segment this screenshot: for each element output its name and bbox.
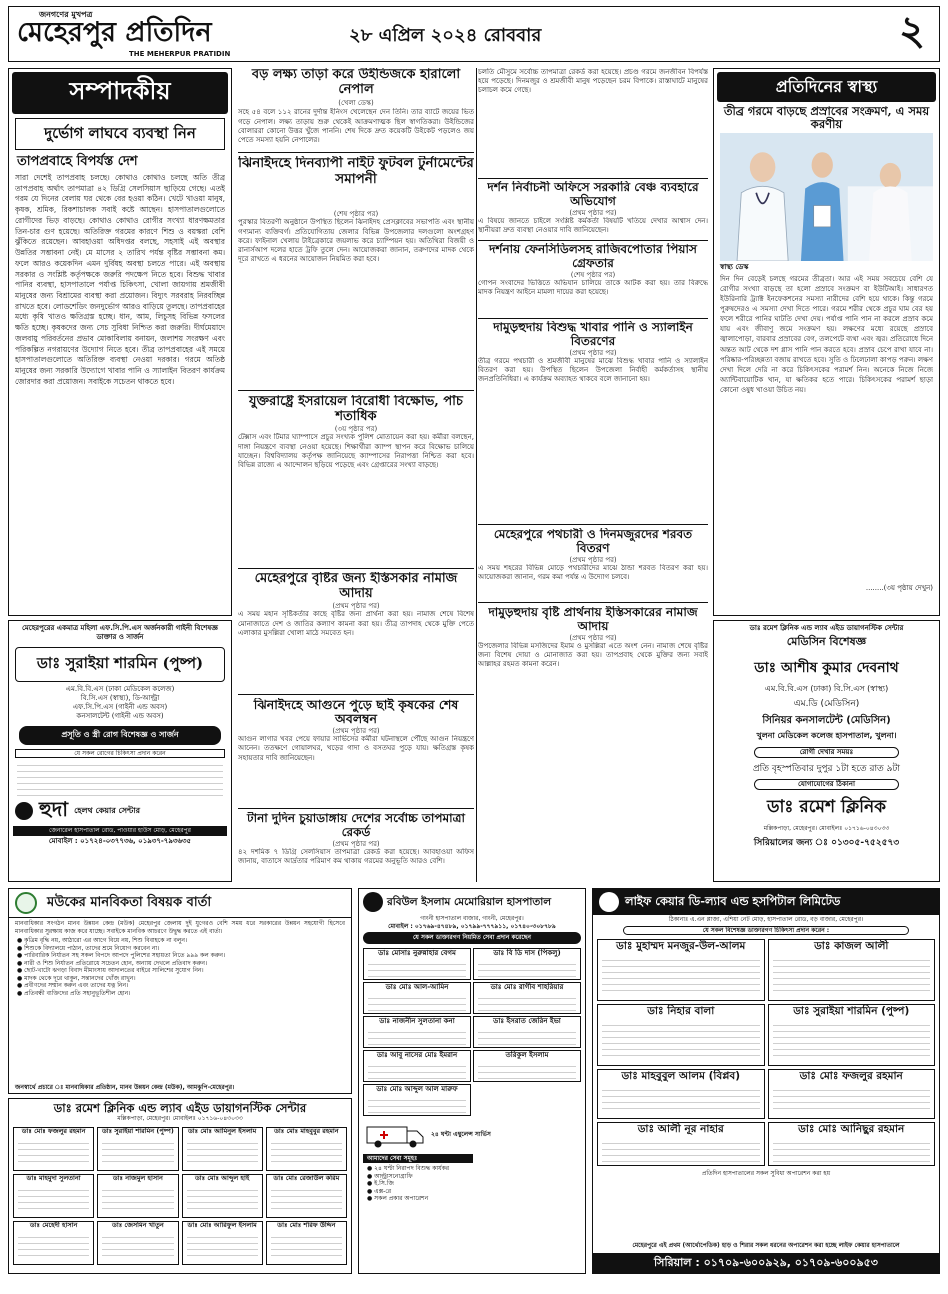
list-item: ● ই.সি.জি (367, 1180, 394, 1187)
article-damur-prayer-headline: দামুড়হুদায় বৃষ্টি প্রার্থনায় ইস্তিসকারের নামাজ আদায় (488, 606, 698, 633)
article-usa-byline: (৩য় পৃষ্ঠার পর) (334, 424, 378, 433)
article-rain-prayer-body: এ সময় মহান সৃষ্টিকর্তার কাছে বৃষ্টির জন্য প্রার্থনা করা হয়। নামাজ শেষে বিশেষ মোনাজাতে দেশ ও জাতির কল্যাণ কামনা করা হয়। তীব্র তাপদাহ থেকে মুক্তি পেতে এলাকার মুসল্লিরা খোলা মাঠে সমবেত হন। (238, 610, 474, 637)
doctor-card (182, 1174, 263, 1218)
list-item: ● কৃত্রিম বৃদ্ধি নয়, আঠারো এর আগে বিয়ে নয়, শিশু বিবাহকে না বলুন। (17, 937, 188, 944)
ad-lifecare-banner: যে সকল বিশেষজ্ঞ ডাক্তারগণ চিকিৎসা প্রদান করেন : (623, 926, 909, 936)
ad-debnath-dept: মেডিসিন বিশেষজ্ঞ (786, 635, 867, 649)
ad-pushpa-services: যে সকল রোগের চিকিৎসা প্রদান করেন (15, 749, 225, 759)
doctor-details (271, 1185, 342, 1210)
doctor-card (266, 1221, 347, 1265)
list-item: ● প্রতিবন্ধী ব্যক্তিদের প্রতি সহানুভূতিশীল হোন। (17, 989, 131, 997)
doctor-details (602, 955, 760, 991)
ad-debnath-name: ডাঃ আশীষ কুমার দেবনাথ (754, 660, 899, 677)
health-column (713, 68, 940, 616)
article-tournament-body: পুরস্কার বিতরণী অনুষ্ঠানে উপস্থিত ছিলেন ঝিনাইদহ প্রেসক্লাবের সভাপতি এবং স্থানীয় গণ্যমান্য ব্যক্তিবর্গ। প্রতিযোগিতায় জেলার বিভিন্ন উপজেলার দলগুলো অংশগ্রহণ করে। ফাইনাল খেলায় টাইব্রেকারে জয়লাভ করে চ্যাম্পিয়ন হয়। অতিথিরা বিজয়ী ও রানার্সআপ দলের হাতে ট্রফি তুলে দেন। আয়োজকরা জানান, তরুণদের মাদক থেকে দূরে রাখতে এ ধরনের আয়োজন নিয়মিত করা হবে। (238, 218, 474, 264)
article-rain-prayer-byline: (প্রথম পৃষ্ঠার পর) (332, 601, 380, 610)
divider (478, 318, 708, 319)
ad-pushpa-degree-3: এফ.সি.পি.এস (গাইনী এন্ড অবস) (72, 703, 168, 712)
ad-debnath-degree-2: এম.ডি (মেডিসিন) (793, 699, 860, 710)
doctor-card (363, 1084, 471, 1116)
article-water-byline: (প্রথম পৃষ্ঠার পর) (569, 348, 617, 357)
article-tournament (238, 156, 474, 386)
doctor-details (478, 1027, 576, 1045)
doctor-name: ডাঃ মোঃ ফজলুর রহমান (799, 1070, 903, 1082)
article-arrest-body: গোপন সংবাদের ভিত্তিতে অভিযান চালিয়ে তাকে আটক করা হয়। তার বিরুদ্ধে মাদক নিয়ন্ত্রণ আইনে মামলা দায়ের করা হয়েছে। (478, 278, 708, 297)
doctor-card (13, 1174, 94, 1218)
doctor-details (187, 1138, 258, 1163)
column-divider (476, 68, 477, 882)
article-usa-body: টেক্সাস এবং টিমার ঘ্যাম্পাসে প্রচুর সংখ্যক পুলিশ মোতায়েন করা হয়। কর্মীরা বলছেন, দাঙ্গা নিয়ন্ত্রণে ব্যবস্থা নেওয়া হয়েছে। শিক্ষার্থীরা ক্যাম্প স্থাপন করে বিক্ষোভ চালিয়ে যাচ্ছেন। বিশ্ববিদ্যালয় কর্তৃপক্ষ জানিয়েছে ক্যাম্পাসের নিরাপত্তা নিশ্চিত করা হবে। বিভিন্ন রাজ্যে এ আন্দোলন ছড়িয়ে পড়েছে এবং গ্রেপ্তারের সংখ্যা বাড়ছে। (238, 433, 474, 469)
doctor-details (187, 1232, 258, 1257)
ad-pushpa-name: ডাঃ সুরাইয়া শারমিন (পুষ্প) (36, 654, 204, 673)
article-heat-body: চলতি মৌসুমে সর্বোচ্চ তাপমাত্রা রেকর্ড করা হয়েছে। প্রচণ্ড গরমে জনজীবন বিপর্যস্ত হয়ে পড়েছে। দিনমজুর ও শ্রমজীবী মানুষ পড়েছেন চরম বিপাকে। রাস্তাঘাটে মানুষের চলাচল কমে গেছে। (478, 68, 708, 95)
ad-lifecare-address: ঠিকানাঃ এ.এন প্লাজা, এশিয়া নেট মোড়, হাসপাতাল রোড, বড় বাজার, মেহেরপুর। (668, 916, 864, 923)
ad-mouk-intro: মানবাধিকার সংগঠন মানব উন্নয়ন কেন্দ্র (মউক) মেহেরপুর জেলায় দুই যুগেরও বেশি সময় ধরে সরকারের উন্নয়ন সহযোগী হিসেবে মানবাধিকার সুরক্ষায় কাজ করে যাচ্ছে। সবাইকে মানবিক আচরণে উদ্বুদ্ধ করতে এই বার্তা। (15, 920, 345, 935)
ad-debnath-serial: সিরিয়ালের জন্য ঃ ০১৩০৫-৭৫২৫৭৩ (753, 837, 900, 848)
article-sharbat-byline: (প্রথম পৃষ্ঠার পর) (569, 555, 617, 564)
article-farmer-byline: (প্রথম পৃষ্ঠার পর) (332, 726, 380, 735)
doctor-card (768, 1069, 936, 1119)
doctor-details (368, 1095, 466, 1113)
ad-rabiul-banner: যে সকল ডাক্তারগণ নিয়মিত সেবা প্রদান করেছেন (363, 932, 581, 944)
ad-debnath-clinic: ডাঃ রমেশ ক্লিনিক (766, 797, 887, 818)
article-farmer (238, 698, 474, 806)
doctor-card (97, 1221, 178, 1265)
doctor-card (768, 1122, 936, 1166)
doctor-details (478, 993, 576, 1011)
health-photo (720, 133, 933, 261)
ad-pushpa-degree-4: কনসালটেন্ট (গাইনী এন্ড অবস) (76, 712, 164, 721)
ad-rabiul-services-title: আমাদের সেবা সমূহঃ (363, 1154, 473, 1164)
ad-ramesh-grid-doctors (9, 1123, 351, 1269)
doctor-name: ডাঃ মোঃ রাগীব শাহরিয়ার (490, 982, 564, 991)
doctor-details (602, 1085, 760, 1114)
list-item: ● মাদক থেকে দূরে থাকুন, সন্তানদের খোঁজ রাখুন। (17, 974, 136, 982)
article-usa-headline: যুক্তরাষ্ট্রে ইসরায়েল বিরোধী বিক্ষোভ, পাঁচ শতাধিক (249, 395, 463, 424)
doctor-details (18, 1232, 89, 1257)
doctor-card (182, 1221, 263, 1265)
article-nepal (238, 68, 474, 148)
ad-mouk-title: মউকের মানবিকতা বিষয়ক বার্তা (47, 894, 212, 910)
article-tonta-headline: টানা দুদিন চুয়াডাঙ্গায় দেশের সর্বোচ্চ তাপমাত্রা রেকর্ড (247, 812, 465, 839)
doctor-card (363, 1050, 471, 1082)
ad-lifecare-header (593, 889, 939, 915)
editorial-headline-box (15, 118, 225, 150)
doctor-details (773, 1085, 931, 1114)
article-tournament-headline: ঝিনাইদহে দিনব্যাপী নাইট ফুটবল টুর্নামেন্টের সমাপনী (238, 156, 474, 187)
ad-lifecare-title: লাইফ কেয়ার ডি-ল্যাব এন্ড হসপিটাল লিমিটেড (625, 893, 841, 908)
newspaper-english-title: THE MEHERPUR PRATIDIN (129, 50, 231, 58)
doctor-details (478, 1061, 576, 1079)
doctor-card (13, 1221, 94, 1265)
ad-lifecare-serial: সিরিয়াল : ০১৭০৯-৬০০৯২৯, ০১৭০৯-৬০০৯৫৩ (593, 1253, 939, 1273)
ad-ramesh-grid-title: ডাঃ রমেশ ক্লিনিক এন্ড ল্যাব এইড ডায়াগনস্টিক সেন্টার (53, 1101, 307, 1115)
rabiul-logo-icon (363, 892, 383, 912)
doctor-card (597, 1004, 765, 1066)
ad-rabiul-ambulance: ২৪ ঘন্টা এম্বুলেন্স সার্ভিস (431, 1130, 491, 1138)
article-heat-continued (478, 68, 708, 176)
doctor-details (18, 1185, 89, 1210)
article-sharbat-body: এ সময় শহরের বিভিন্ন মোড়ে পথচারীদের মাঝে ঠান্ডা শরবত বিতরণ করা হয়। আয়োজকরা জানান, গরম কমা পর্যন্ত এ উদ্যোগ চলবে। (478, 563, 708, 582)
ad-pushpa-phone: মোবাইল : ০১৭২৪-০৩৭৭৩৬, ০১৯৩৭-৭৯৩৬৩৫ (48, 836, 192, 845)
article-arrest (478, 243, 708, 315)
doctor-name: ডাঃ সুরাইয়া শারমিন (পুষ্প) (101, 1126, 174, 1135)
doctor-name: ডাঃ মেহেদী হাসান (29, 1220, 78, 1229)
ad-ramesh-grid (8, 1098, 352, 1274)
doctor-details (368, 1061, 466, 1079)
page-number: ২ (898, 7, 925, 54)
ad-debnath-address: মল্লিকপাড়া, মেহেরপুর। মোবাইলঃ ০১৭১৬-০৪৩০৩৩ (763, 825, 890, 833)
ad-rabiul-phone: মোবাইল : ০১৭৬৯-৪৭৪৮৯, ০১৭৯৯-৭৭৭৯১১, ০১৭৪০-৩০৮৭৮৯ (388, 922, 556, 930)
list-item: ● এক্স-রে (367, 1187, 392, 1195)
ad-pushpa-degree-2: বি.সি.এস (স্বাস্থ্য), ডি-আল্ট্রা (80, 694, 160, 703)
doctor-card (363, 982, 471, 1014)
list-item: ● ছোট-খাটো ঝগড়া বিবাদ মীমাংসায় আদালতের বাইরে সালিশের সুযোগ নিন। (17, 967, 204, 974)
divider (238, 568, 474, 569)
article-water (478, 321, 708, 521)
article-damur-prayer-body: উপজেলার বিভিন্ন মসজিদের ইমাম ও মুসল্লিরা এতে অংশ নেন। নামাজ শেষে বৃষ্টির জন্য বিশেষ দোয়া ও মোনাজাত করা হয়। তাপপ্রবাহ থেকে মুক্তির জন্য সবাই আল্লাহর রহমত কামনা করেন। (478, 641, 708, 669)
divider (238, 152, 474, 153)
ad-pushpa-brand-bar (15, 798, 225, 824)
ad-lifecare-footer: মেহেরপুরে এই প্রথম (আর্থোপেডিক) হাড় ও শিরার সকল ধরনের অপারেশন করা হচ্ছে লাইফ কেয়ার হাসপাতালে (632, 1241, 900, 1249)
doctor-card (97, 1127, 178, 1171)
doctor-name: ডাঃ মোঃ আনিছুর রহমান (798, 1123, 905, 1135)
editorial-section-banner (12, 72, 228, 114)
ad-rabiul (358, 888, 586, 1274)
ad-pushpa (8, 620, 232, 882)
doctor-name: ডাঃ জেসমিন খাতুন (112, 1220, 164, 1229)
doctor-details (773, 1138, 931, 1163)
doctor-name: ডাঃ মোঃ মাহবুবুর রহমান (274, 1126, 339, 1135)
doctor-name: ডাঃ আলী নূর নাহার (637, 1123, 724, 1135)
article-nepal-headline: বড় লক্ষ্য তাড়া করে উইন্ডিজকে হারালো নেপাল (251, 68, 461, 97)
list-item: ● সকল প্রকার অপারেশন (367, 1195, 429, 1202)
doctor-card (266, 1127, 347, 1171)
doctor-name: ডাঃ কাজল আলী (814, 940, 889, 952)
doctor-details (102, 1138, 173, 1163)
doctor-card (13, 1127, 94, 1171)
doctor-card (473, 982, 581, 1014)
doctor-details (102, 1232, 173, 1257)
article-sharbat-headline: মেহেরপুরে পথচারী ও দিনমজুরদের শরবত বিতরণ (493, 528, 693, 555)
doctor-name: ডাঃ মোঃ আব্দুল হাই (195, 1173, 250, 1182)
divider (478, 524, 708, 525)
issue-date: ২৮ এপ্রিল ২০২৪ রোববার (349, 25, 542, 46)
doctor-card (363, 948, 471, 980)
health-section-banner (717, 72, 936, 102)
editorial-section-title: সম্পাদকীয় (69, 76, 171, 105)
doctor-illustration-icon (720, 133, 933, 261)
list-item: ● আল্ট্রাসনোগ্রাফি (367, 1172, 413, 1180)
ad-ramesh-grid-sub: মল্লিকপাড়া, মেহেরপুর। মোবাইলঃ ০১৭১৬-০৪৩০৩৩ (117, 1115, 243, 1123)
health-source: স্বাস্থ্য ডেস্ক (720, 263, 749, 272)
article-usa (238, 395, 474, 565)
doctor-details (102, 1185, 173, 1210)
doctor-name: ডাঃ মাহমুদা সুলতানা (26, 1173, 81, 1182)
article-tonta-body: ৪২ দশমিক ৭ ডিগ্রি সেলসিয়াস তাপমাত্রা রেকর্ড করা হয়েছে। আবহাওয়া অফিস জানায়, বাতাসে আর্দ্রতার পরিমাণ কম থাকায় গরমের অনুভূতি আরও বেশি। (238, 847, 474, 866)
doctor-details (368, 1027, 466, 1045)
ad-mouk-header (9, 889, 351, 918)
ad-rabiul-ambulance-row (359, 1118, 585, 1152)
article-complaint-byline: (প্রথম পৃষ্ঠার পর) (569, 208, 617, 217)
ad-debnath-top: ডাঃ রমেশ ক্লিনিক এন্ড ল্যাব এইড ডায়াগনস্টিক সেন্টার (749, 624, 904, 632)
doctor-card (363, 1016, 471, 1048)
newspaper-title: মেহেরপুর প্রতিদিন (17, 17, 212, 48)
article-nepal-body: সহে ৫৪ বলে ১১২ রানের দুর্দান্ত ইনিংস খেলেছেন দেন তিনি। তার ব্যাটে জয়ের ভিত গড়ে নেপাল। লক্ষ্য তাড়ায় শুরু থেকেই আক্রমণাত্মক ছিল স্বাগতিকরা। উইন্ডিজের বোলাররা কোনো উত্তর খুঁজে পাননি। শেষ দিকে দ্রুত কয়েকটি উইকেট পড়লেও জয় পেতে সমস্যা হয়নি নেপালের। (238, 108, 474, 144)
ad-debnath-time: প্রতি বৃহস্পতিবার দুপুর ১টা হতে রাত ৯টা (752, 764, 901, 775)
ad-pushpa-name-box (15, 647, 225, 682)
article-complaint-body: এ বিষয়ে জানতে চাইলে সংশ্লিষ্ট কর্মকর্তা বিষয়টি খতিয়ে দেখার আশ্বাস দেন। স্থানীয়রা দ্রুত ব্যবস্থা নেওয়ার দাবি জানিয়েছেন। (478, 216, 708, 235)
doctor-details (773, 955, 931, 991)
article-rain-prayer (238, 572, 474, 690)
doctor-card (768, 1004, 936, 1066)
doctor-name: ডাঃ মোসাঃ নুরুন্নাহার বেগম (378, 948, 456, 957)
ambulance-icon (365, 1121, 425, 1149)
doctor-name: ডাঃ মাহবুবুল আলম (বিপ্লব) (621, 1070, 741, 1082)
doctor-name: ডাঃ মোঃ আরিফুল ইসলাম (187, 1220, 257, 1229)
ad-rabiul-header (359, 889, 585, 915)
doctor-card (473, 1016, 581, 1048)
ad-pushpa-service-list (17, 760, 223, 796)
doctor-name: ডাঃ মোঃ শরিফ উদ্দিন (277, 1220, 336, 1229)
divider (478, 602, 708, 603)
doctor-name: ডাঃ মোঃ ফজলুর রহমান (21, 1126, 86, 1135)
article-nepal-byline: (খেলা ডেস্ক) (338, 98, 374, 107)
health-section-title: প্রতিদিনের স্বাস্থ্য (775, 76, 878, 96)
health-headline: তীব্র গরমে বাড়ছে প্রস্রাবের সংক্রমণ, এ সময় করণীয় (723, 104, 930, 132)
ad-debnath-degree-1: এম.বি.বি.এস (ঢাকা) বি.সি.এস (স্বাস্থ্য) (764, 684, 889, 694)
doctor-details (368, 993, 466, 1011)
ad-debnath-time-label: রোগী দেখার সময়ঃ (754, 747, 899, 758)
doctor-name: ডাঃ মোঃ আব্দুল আল মারুফ (376, 1084, 458, 1093)
article-water-body: তীব্র গরমে পথচারী ও শ্রমজীবী মানুষের মাঝে বিশুদ্ধ খাবার পানি ও স্যালাইন বিতরণ করা হয়। উপস্থিত ছিলেন উপজেলা নির্বাহী কর্মকর্তাসহ স্থানীয় জনপ্রতিনিধিরা। এ কার্যক্রম অব্যাহত থাকবে বলে জানানো হয়। (478, 356, 708, 384)
ad-lifecare-doctors (593, 936, 939, 1169)
doctor-details (271, 1138, 342, 1163)
doctor-name: ডাঃ বি ডি দাস (পিকলু) (493, 948, 561, 957)
list-item: ● নারী ও শিশু নির্যাতন প্রতিরোধে সচেতন হোন, অন্যায় দেখলে প্রতিবাদ করুন। (17, 959, 208, 967)
ad-pushpa-brand-sub: হেলথ কেয়ার সেন্টার (74, 805, 141, 815)
health-continued: ........(৩য় পৃষ্ঠায় দেখুন) (865, 583, 933, 592)
article-arrest-byline: (শেষ পৃষ্ঠার পর) (570, 270, 616, 279)
ad-mouk-footer: জনস্বার্থে প্রচারে ঃ মানবাধিকার প্রতিষ্ঠান, মানব উন্নয়ন কেন্দ্র (মউক), আমঝুপি-মেহেরপুর। (15, 1083, 235, 1091)
huda-logo-icon (15, 802, 33, 820)
list-item: ● প্রবীণদের সম্মান করুন এবং তাদের যত্ন নিন। (17, 982, 129, 989)
ad-pushpa-address: জেনারেল হাসপাতাল রোড, পাওয়ার হাউস মোড়, মেহেরপুর (13, 826, 227, 836)
doctor-details (602, 1138, 760, 1163)
doctor-name: ডাঃ ইসরাত জেরিন ইভা (493, 1016, 561, 1025)
health-body: দিন দিন বেড়েই চলছে গরমের তীব্রতা। আর এই সময় সবচেয়ে বেশি যে রোগীর সংখ্যা বাড়ছে তা হলো প্রস্রাবে সংক্রমণ বা ইউটিআই। সাধারণত ইউরিনারি ট্র্যাক্ট ইনফেকশনের সমস্যা নারীদের বেশি হয়ে থাকে। কিন্তু গরমে পুরুষদেরও এ সমস্যা দেখা দিতে পারে। গরমে শরীর থেকে প্রচুর ঘাম বের হয় ফলে শরীরে পানির ঘাটতি দেখা দেয়। পর্যাপ্ত পানি পান না করলে প্রস্রাব কমে যায় এবং জীবাণু জমে সংক্রমণ হয়। লক্ষণের মধ্যে রয়েছে প্রস্রাবে জ্বালাপোড়া, বারবার প্রস্রাবের বেগ, তলপেটে ব্যথা এবং জ্বর। প্রতিরোধে দিনে অন্তত আট থেকে দশ গ্লাস পানি পান করতে হবে। প্রস্রাব চেপে রাখা যাবে না। পরিষ্কার-পরিচ্ছন্নতা বজায় রাখতে হবে। সুতি ও ঢিলেঢালা কাপড় পরুন। লক্ষণ দেখা দিলে দেরি না করে চিকিৎসকের পরামর্শ নিন। অনেকে নিজে নিজে অ্যান্টিবায়োটিক খান, যা ক্ষতিকর হতে পারে। চিকিৎসকের পরামর্শ ছাড়া কোনো ওষুধ খাওয়া উচিত নয়। (720, 274, 933, 395)
ad-rabiul-title: রবিউল ইসলাম মেমোরিয়াল হাসপাতাল (387, 895, 552, 908)
ad-pushpa-degree-1: এম.বি.বি.এস (ঢাকা মেডিকেল কলেজ) (65, 685, 175, 694)
article-farmer-headline: ঝিনাইদহে আগুনে পুড়ে ছাই কৃষকের শেষ অবলম্বন (253, 698, 459, 727)
article-damur-prayer (478, 606, 708, 882)
masthead-tagline: জনগণের মুখপত্র (39, 10, 93, 19)
doctor-name: ডাঃ নাজনীন সুলতানা কনা (379, 1016, 455, 1025)
ad-mouk-list (9, 937, 351, 997)
mouk-logo-icon (15, 892, 37, 914)
editorial-column (8, 68, 232, 616)
doctor-details (478, 959, 576, 977)
doctor-card (473, 948, 581, 980)
article-sharbat (478, 528, 708, 600)
editorial-headline: দুর্ভোগ লাঘবে ব্যবস্থা নিন (44, 124, 196, 143)
divider (478, 178, 708, 179)
ad-mouk (8, 888, 352, 1094)
doctor-name: ডাঃ আবু নাসের মোঃ ইমরান (376, 1050, 458, 1059)
divider (478, 240, 708, 241)
article-complaint-headline: দর্শন নির্বাচনী অফিসে সরকারি বেঞ্চ ব্যবহারে অভিযোগ (487, 181, 699, 208)
ad-lifecare-note: প্রতিদিন হাসপাতালের সকল সুবিধা অপারেশন করা হয় (701, 1170, 831, 1177)
article-farmer-body: আগুন লাগার খবর পেয়ে ফায়ার সার্ভিসের কর্মীরা ঘটনাস্থলে পৌঁছে আগুন নিয়ন্ত্রণে আনেন। ততক্ষণে গোয়ালঘর, খড়ের গাদা ও বসতঘর পুড়ে যায়। ক্ষতিগ্রস্ত কৃষক সহায়তার দাবি জানিয়েছেন। (238, 735, 474, 762)
lifecare-logo-icon (599, 892, 619, 912)
doctor-name: ডাঃ মোঃ আল-আমিন (385, 982, 449, 991)
doctor-card (597, 1069, 765, 1119)
doctor-name: ডাঃ সুরাইয়া শারমিন (পুষ্প) (793, 1005, 910, 1017)
article-arrest-headline: দর্শনায় ফেনসিডিলসহ রাজিবপোতার পিয়াস গ্রেফতার (489, 243, 697, 270)
ad-pushpa-brand: হুদা (39, 796, 69, 821)
ad-debnath-degree-4: খুলনা মেডিকেল কলেজ হাসপাতাল, খুলনা। (756, 731, 897, 741)
doctor-card (182, 1127, 263, 1171)
divider (238, 808, 474, 809)
ad-debnath-contact-label: যোগাযোগের ঠিকানা (754, 779, 899, 790)
ad-rabiul-address: গাংনী হাসপাতাল বাজার, গাংনী, মেহেরপুর। (420, 915, 524, 922)
article-water-headline: দামুড়হুদায় বিশুদ্ধ খাবার পানি ও স্যালাইন বিতরণের (493, 321, 693, 348)
doctor-card (266, 1174, 347, 1218)
ad-pushpa-specialty: প্রসূতি ও স্ত্রী রোগ বিশেষজ্ঞ ও সার্জন (19, 726, 221, 745)
doctor-name: ডাঃ মুহাম্মদ মনজুর-উল-আলম (616, 940, 746, 952)
article-damur-prayer-byline: (প্রথম পৃষ্ঠার পর) (569, 633, 617, 642)
doctor-card (597, 1122, 765, 1166)
doctor-details (602, 1020, 760, 1056)
doctor-name: ডাঃ মোঃ রেজাউল করিম (273, 1173, 340, 1182)
ad-rabiul-services (359, 1165, 585, 1203)
editorial-body: সারা দেশেই তাপপ্রবাহ চলছে। কোথাও কোথাও চলছে অতি তীব্র তাপপ্রবাহ অর্থাৎ তাপমাত্রা ৪২ ডিগ্রি সেলসিয়াস ছাড়িয়ে গেছে। এতই গরম যে দিনের বেলায় ঘর থেকে বের হওয়া কঠিন। খেটে খাওয়া মানুষ, কৃষক, শ্রমিক, রিকশাচালক সবাই কষ্টে আছেন। হাসপাতালগুলোতে রোগীদের ভিড় বাড়ছে। কোথাও কোথাও রোগীর সংখ্যা ধারণক্ষমতার তিন-চার গুণ হয়েছে। অতিরিক্ত গরমের কারণে শিশু ও বয়স্করা বেশি ঝুঁকিতে রয়েছেন। আবহাওয়া অধিদপ্তর বলছে, সহসাই এই অবস্থার উন্নতির সম্ভাবনা নেই। মে মাসের ২ তারিখ পর্যন্ত বৃষ্টির সম্ভাবনা কম। ফলে আরও কয়েকদিন এমন দুর্বিষহ অবস্থা চলতে পারে। এই অবস্থায় সরকার ও সংশ্লিষ্ট কর্তৃপক্ষকে জরুরি পদক্ষেপ নিতে হবে। বিশুদ্ধ খাবার পানির ব্যবস্থা, হাসপাতালে পর্যাপ্ত চিকিৎসা, খোলা জায়গায় শ্রমজীবী মানুষের জন্য বিশ্রামের ব্যবস্থা করা প্রয়োজন। বিদ্যুৎ সরবরাহ নিরবচ্ছিন্ন রাখতে হবে। লোডশেডিং জনদুর্ভোগ আরও বাড়িয়ে তুলছে। তাপপ্রবাহের মধ্যে কৃষি খাতও ক্ষতিগ্রস্ত হচ্ছে। ধান, আম, লিচুসহ বিভিন্ন ফসলের ক্ষতি হচ্ছে। কৃষকদের জন্য সেচ সুবিধা নিশ্চিত করা জরুরি। দীর্ঘমেয়াদে জলবায়ু পরিবর্তনের প্রভাব মোকাবিলায় বনায়ন, জলাশয় সংরক্ষণ এবং পরিকল্পিত নগরায়ণের উদ্যোগ নিতে হবে। তীব্র তাপপ্রবাহের এই সময়ে হাসপাতালগুলোতে অতিরিক্ত ব্যবস্থা নেওয়া দরকার। গরমে অতিষ্ঠ মানুষের জন্য সরকারি উদ্যোগে খাবার পানি ও স্যালাইন বিতরণ কার্যক্রম জোরদার করা প্রয়োজন। সবাইকে সচেতন থাকতে হবে। (15, 172, 225, 386)
doctor-card (97, 1174, 178, 1218)
ad-lifecare (592, 888, 940, 1274)
doctor-name: তরিকুল ইসলাম (505, 1050, 549, 1059)
doctor-details (18, 1138, 89, 1163)
doctor-name: ডাঃ মোঃ আমিনুল ইসলাম (187, 1126, 257, 1135)
divider (238, 694, 474, 695)
doctor-card (597, 939, 765, 1001)
ad-rabiul-doctors (359, 946, 585, 1118)
article-tournament-byline: (শেষ পৃষ্ঠার পর) (333, 210, 379, 218)
article-tonta-byline: (প্রথম পৃষ্ঠার পর) (332, 839, 380, 848)
masthead (8, 6, 940, 62)
list-item: ● ২৪ ঘণ্টা নিরাপদ বিশুদ্ধ কার্যকর (367, 1165, 450, 1172)
editorial-subhead: তাপপ্রবাহে বিপর্যস্ত দেশ (17, 154, 138, 169)
list-item: ● পারিবারিক নির্যাতন সহ সকল বিপদে আপদে পুলিশের সহায়তা নিতে ৯৯৯ কল করুন। (17, 952, 226, 959)
ad-debnath (713, 620, 940, 882)
doctor-card (768, 939, 936, 1001)
article-complaint (478, 181, 708, 239)
doctor-details (187, 1185, 258, 1210)
doctor-name: ডাঃ নাজমুল হাসান (112, 1173, 163, 1182)
doctor-details (271, 1232, 342, 1257)
doctor-card (473, 1050, 581, 1082)
ad-debnath-degree-3: সিনিয়র কনসালটেন্ট (মেডিসিন) (762, 715, 891, 727)
article-tonta (238, 812, 474, 882)
ad-pushpa-top: মেহেরপুরের একমাত্র মহিলা এফ.সি.পি.এস অর্জনকারী গাইনী বিশেষজ্ঞ ডাক্তার ও সার্জন (22, 624, 218, 642)
article-rain-prayer-headline: মেহেরপুরে বৃষ্টির জন্য ইস্তিসকার নামাজ আদায় (254, 572, 458, 601)
doctor-details (773, 1020, 931, 1056)
divider (238, 390, 474, 391)
doctor-name: ডাঃ নিহার বালা (647, 1005, 715, 1017)
doctor-details (368, 959, 466, 977)
list-item: ● শিশুকে বিদ্যালয়ে পাঠান, তাদের শ্রমে নিয়োগ করবেন না। (17, 944, 160, 952)
